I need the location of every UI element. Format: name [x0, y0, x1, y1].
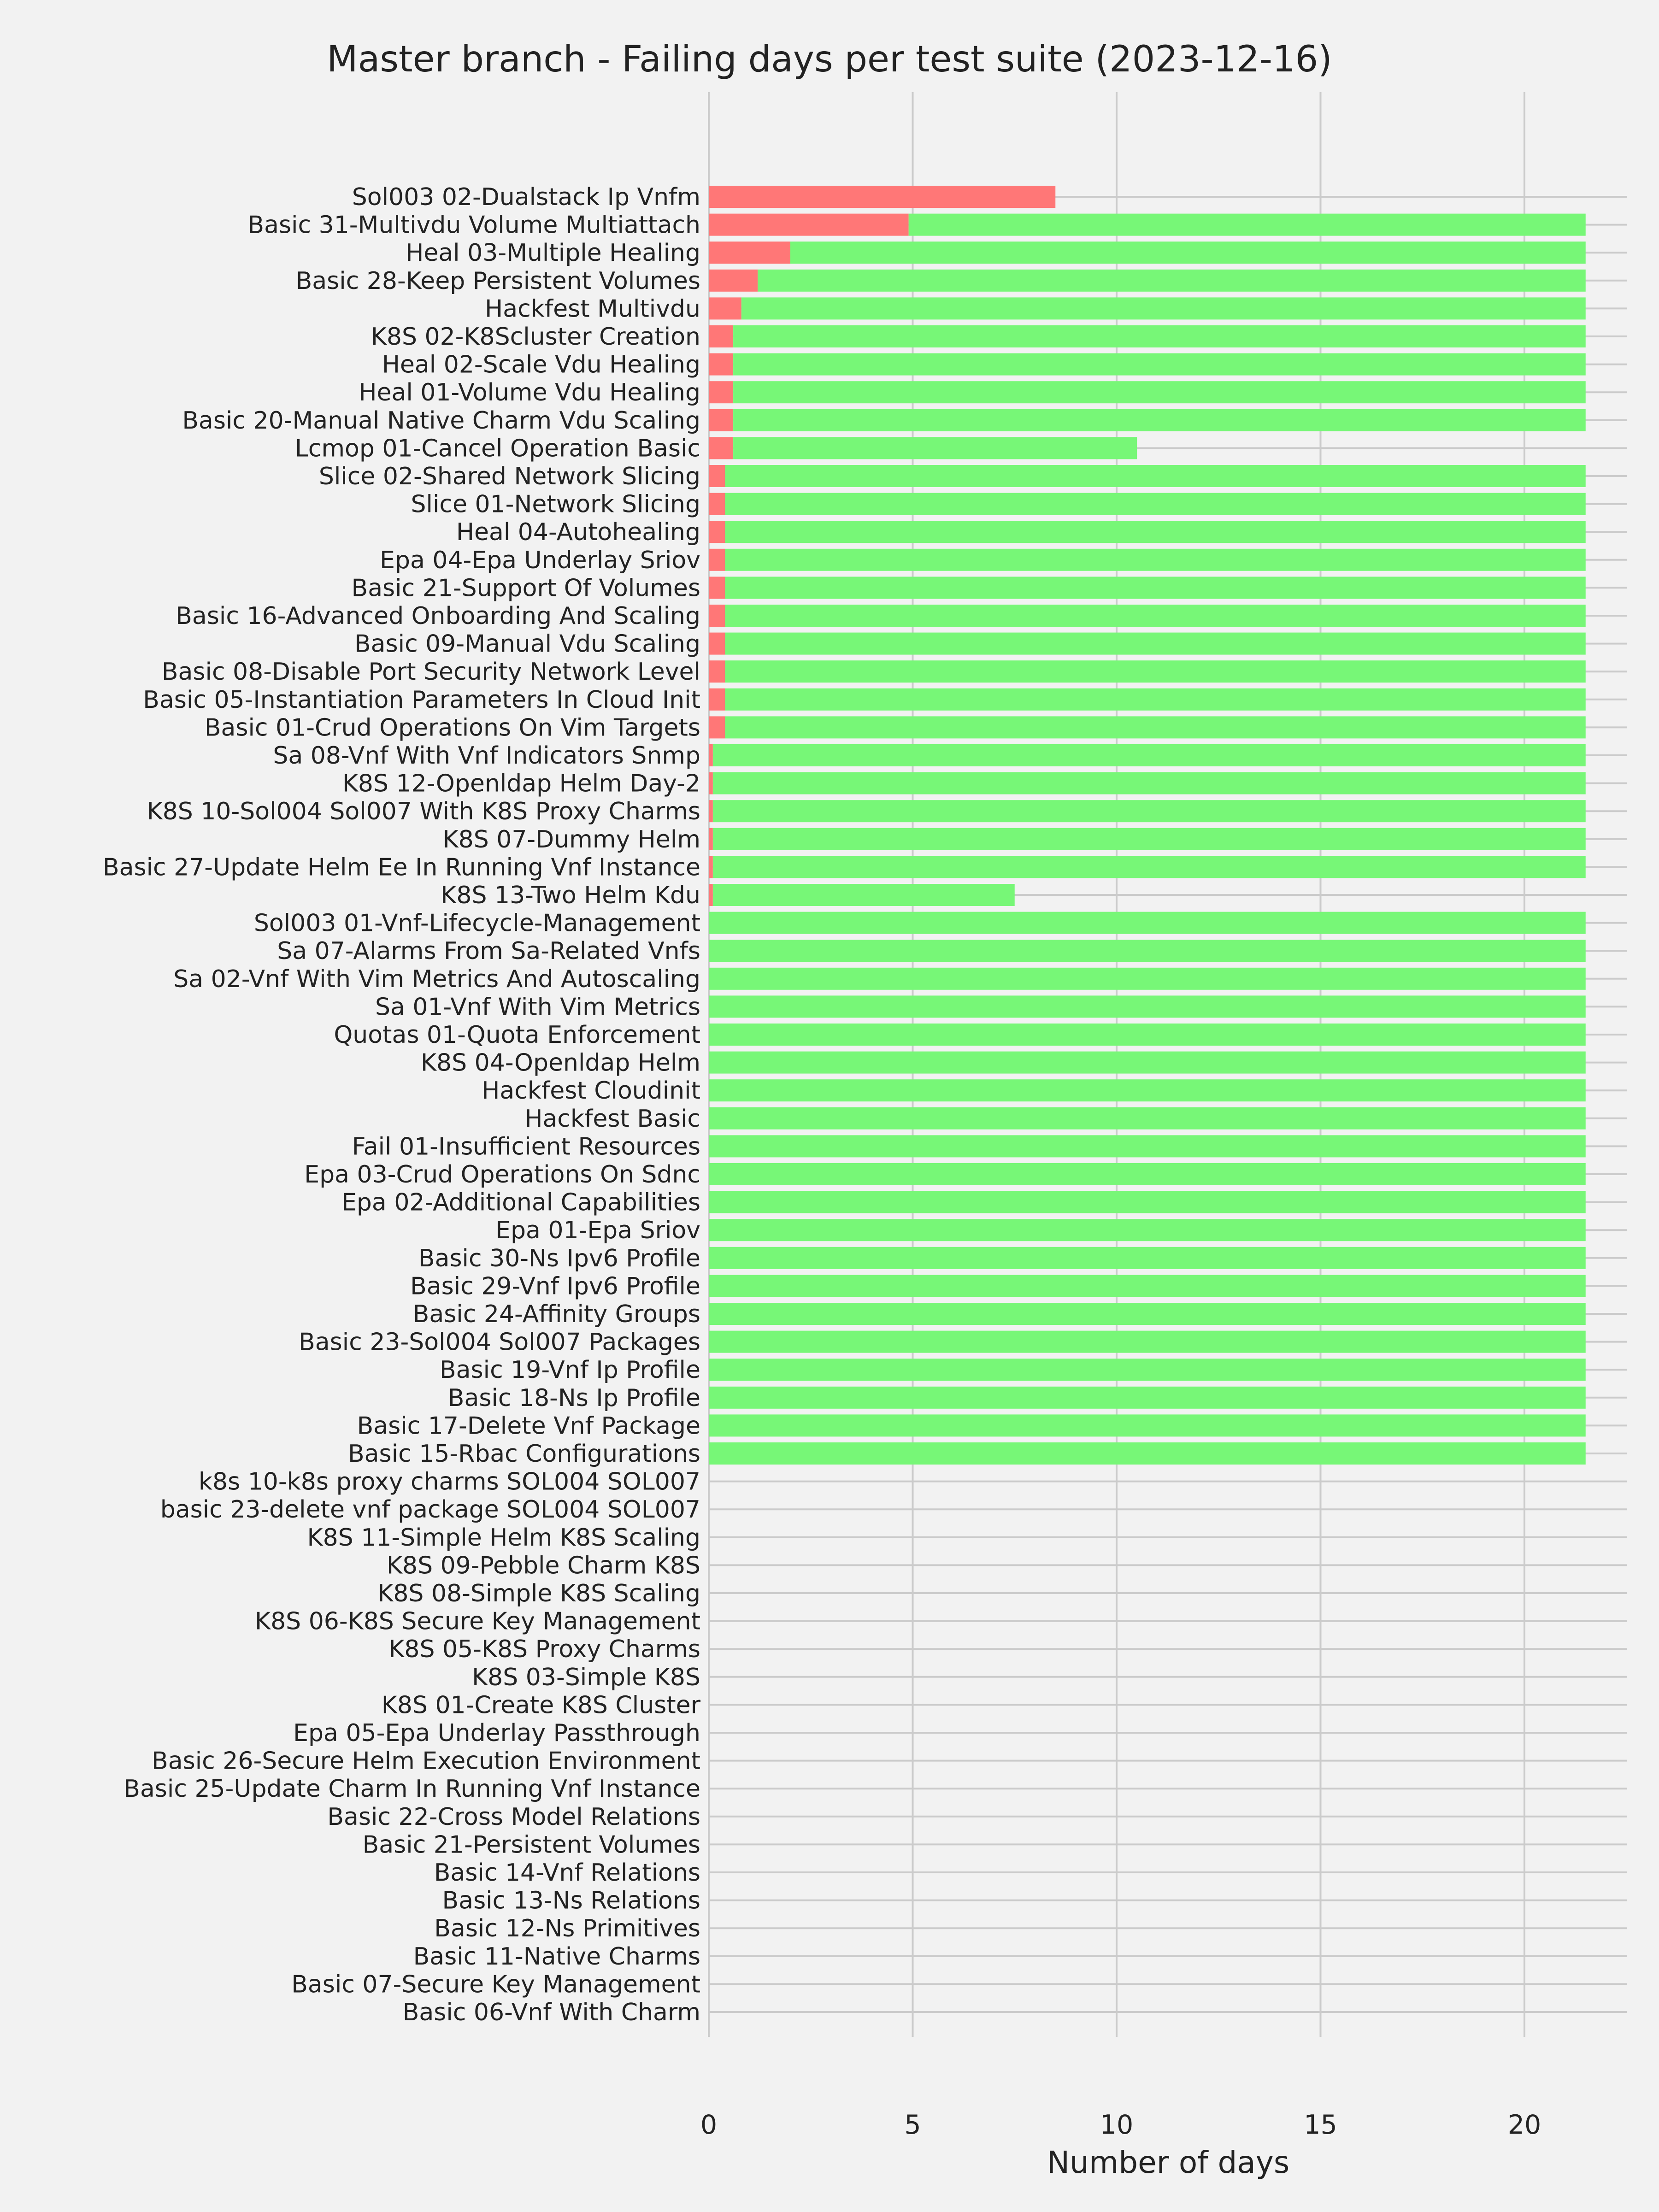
- y-tick-label: K8S 05-K8S Proxy Charms: [388, 1635, 700, 1664]
- y-tick-label: Hackfest Multivdu: [485, 295, 700, 323]
- passing-bar: [709, 968, 1586, 990]
- y-tick-label: Heal 02-Scale Vdu Healing: [382, 351, 700, 379]
- y-tick-label: Heal 01-Volume Vdu Healing: [359, 379, 700, 407]
- y-tick-label: Epa 02-Additional Capabilities: [341, 1188, 700, 1217]
- y-tick-label: Basic 07-Secure Key Management: [291, 1971, 700, 1999]
- y-tick-label: Basic 12-Ns Primitives: [434, 1915, 700, 1943]
- failing-bar: [709, 549, 725, 571]
- y-tick-label: Basic 28-Keep Persistent Volumes: [295, 267, 700, 295]
- y-tick-label: Epa 05-Epa Underlay Passthrough: [293, 1719, 700, 1747]
- passing-bar: [725, 521, 1585, 543]
- passing-bar: [709, 1107, 1586, 1130]
- failing-bar: [709, 297, 741, 319]
- passing-bar: [709, 1442, 1586, 1465]
- failing-bar: [709, 744, 713, 766]
- x-tick-label: 0: [700, 2110, 718, 2140]
- failing-bar: [709, 465, 725, 487]
- passing-bar: [709, 1275, 1586, 1297]
- y-tick-label: Basic 21-Persistent Volumes: [362, 1831, 700, 1859]
- passing-bar: [909, 214, 1586, 236]
- passing-bar: [709, 940, 1586, 962]
- failing-bar: [709, 381, 733, 403]
- y-tick-label: k8s 10-k8s proxy charms SOL004 SOL007: [198, 1468, 700, 1496]
- passing-bar: [709, 1219, 1586, 1241]
- passing-bar: [725, 493, 1585, 515]
- failing-bar: [709, 688, 725, 711]
- passing-bar: [790, 241, 1586, 264]
- y-tick-label: Basic 18-Ns Ip Profile: [447, 1384, 700, 1412]
- y-tick-label: Basic 11-Native Charms: [413, 1942, 700, 1971]
- y-tick-label: K8S 06-K8S Secure Key Management: [254, 1607, 700, 1635]
- passing-bar: [733, 381, 1586, 403]
- failing-bar: [709, 214, 909, 236]
- passing-bar: [709, 1163, 1586, 1185]
- failing-bar: [709, 828, 713, 850]
- y-tick-label: Fail 01-Insufficient Resources: [352, 1133, 700, 1161]
- passing-bar: [709, 1387, 1586, 1409]
- passing-bar: [713, 744, 1586, 766]
- y-tick-label: K8S 13-Two Helm Kdu: [441, 882, 700, 909]
- y-tick-label: K8S 10-Sol004 Sol007 With K8S Proxy Charms: [147, 798, 700, 826]
- y-tick-label: Basic 25-Update Charm In Running Vnf Instance: [124, 1775, 700, 1803]
- chart-title: Master branch - Failing days per test suite (2023-12-16): [327, 39, 1332, 80]
- passing-bar: [709, 1359, 1586, 1381]
- passing-bar: [741, 297, 1586, 319]
- passing-bar: [709, 1191, 1586, 1213]
- y-tick-label: Sa 02-Vnf With Vim Metrics And Autoscaling: [173, 965, 700, 993]
- passing-bar: [725, 549, 1585, 571]
- y-tick-label: Basic 17-Delete Vnf Package: [357, 1412, 700, 1440]
- y-tick-label: Slice 02-Shared Network Slicing: [318, 463, 700, 490]
- failing-bar: [709, 633, 725, 655]
- y-tick-label: Sol003 02-Dualstack Ip Vnfm: [352, 183, 700, 211]
- y-tick-label: K8S 01-Create K8S Cluster: [381, 1691, 700, 1719]
- failing-bar: [709, 716, 725, 738]
- passing-bar: [713, 828, 1586, 850]
- y-tick-label: Basic 22-Cross Model Relations: [327, 1803, 700, 1831]
- x-tick-label: 20: [1507, 2110, 1541, 2140]
- passing-bar: [709, 1303, 1586, 1325]
- passing-bar: [758, 270, 1586, 292]
- y-tick-label: Basic 19-Vnf Ip Profile: [439, 1356, 700, 1384]
- passing-bar: [709, 1079, 1586, 1101]
- failing-bar: [709, 772, 713, 794]
- passing-bar: [733, 437, 1137, 459]
- y-tick-label: Quotas 01-Quota Enforcement: [334, 1021, 700, 1049]
- y-tick-label: Basic 06-Vnf With Charm: [402, 1999, 700, 2026]
- y-tick-label: Basic 24-Affinity Groups: [412, 1300, 700, 1328]
- passing-bar: [733, 325, 1586, 347]
- y-tick-label: Lcmop 01-Cancel Operation Basic: [294, 435, 700, 463]
- failing-bar: [709, 856, 713, 878]
- passing-bar: [709, 1024, 1586, 1046]
- y-tick-label: K8S 11-Simple Helm K8S Scaling: [307, 1524, 700, 1552]
- y-tick-label: Basic 16-Advanced Onboarding And Scaling: [176, 602, 700, 630]
- passing-bar: [713, 800, 1586, 822]
- passing-bar: [725, 633, 1585, 655]
- passing-bar: [709, 1247, 1586, 1269]
- failing-bar: [709, 186, 1055, 208]
- y-tick-label: Basic 09-Manual Vdu Scaling: [354, 630, 700, 658]
- y-tick-label: Basic 20-Manual Native Charm Vdu Scaling: [182, 406, 700, 435]
- y-tick-label: K8S 07-Dummy Helm: [442, 825, 700, 853]
- failing-bar: [709, 437, 733, 459]
- y-tick-label: Basic 15-Rbac Configurations: [348, 1440, 700, 1468]
- y-tick-label: K8S 12-Openldap Helm Day-2: [342, 770, 700, 798]
- y-tick-label: Epa 04-Epa Underlay Sriov: [380, 546, 700, 574]
- y-tick-label: Heal 03-Multiple Healing: [406, 239, 700, 267]
- y-tick-label: Basic 14-Vnf Relations: [434, 1859, 700, 1887]
- y-tick-label: Slice 01-Network Slicing: [411, 490, 700, 518]
- y-tick-label: Epa 01-Epa Sriov: [495, 1217, 700, 1245]
- y-tick-label: basic 23-delete vnf package SOL004 SOL007: [160, 1496, 700, 1524]
- failing-bar: [709, 800, 713, 822]
- passing-bar: [725, 577, 1585, 599]
- failing-bar: [709, 270, 758, 292]
- y-tick-label: Heal 04-Autohealing: [456, 518, 700, 547]
- passing-bar: [713, 856, 1586, 878]
- y-tick-label: K8S 03-Simple K8S: [472, 1663, 700, 1691]
- passing-bar: [725, 605, 1585, 627]
- y-tick-label: Sol003 01-Vnf-Lifecycle-Management: [253, 909, 700, 937]
- x-tick-label: 5: [904, 2110, 921, 2140]
- passing-bar: [713, 772, 1586, 794]
- passing-bar: [725, 688, 1585, 711]
- y-tick-label: Sa 07-Alarms From Sa-Related Vnfs: [277, 937, 700, 965]
- y-tick-label: Epa 03-Crud Operations On Sdnc: [304, 1161, 700, 1188]
- y-tick-label: Basic 21-Support Of Volumes: [351, 574, 700, 602]
- y-tick-label: Sa 01-Vnf With Vim Metrics: [375, 993, 700, 1021]
- failing-bar: [709, 493, 725, 515]
- failing-bar: [709, 521, 725, 543]
- failing-bar: [709, 605, 725, 627]
- failing-bar: [709, 884, 713, 906]
- y-tick-label: Basic 30-Ns Ipv6 Profile: [418, 1244, 700, 1272]
- y-tick-label: Basic 27-Update Helm Ee In Running Vnf Instance: [102, 853, 700, 882]
- x-axis-label: Number of days: [1047, 2145, 1290, 2180]
- y-tick-label: Basic 05-Instantiation Parameters In Cloud Init: [143, 686, 700, 714]
- passing-bar: [709, 1414, 1586, 1436]
- failing-bar: [709, 241, 790, 264]
- y-tick-label: K8S 09-Pebble Charm K8S: [386, 1552, 700, 1580]
- y-tick-label: Basic 13-Ns Relations: [442, 1887, 700, 1915]
- y-tick-label: Basic 23-Sol004 Sol007 Packages: [299, 1328, 700, 1356]
- failing-bar: [709, 353, 733, 376]
- passing-bar: [733, 409, 1586, 431]
- passing-bar: [709, 1052, 1586, 1074]
- passing-bar: [725, 660, 1585, 682]
- passing-bar: [709, 1331, 1586, 1353]
- y-tick-label: Basic 08-Disable Port Security Network Level: [161, 658, 700, 686]
- failing-bar: [709, 325, 733, 347]
- x-tick-label: 15: [1304, 2110, 1337, 2140]
- failing-bar: [709, 409, 733, 431]
- x-tick-label: 10: [1100, 2110, 1134, 2140]
- y-tick-label: K8S 04-Openldap Helm: [420, 1049, 700, 1077]
- passing-bar: [709, 912, 1586, 934]
- y-tick-label: K8S 02-K8Scluster Creation: [371, 323, 700, 351]
- passing-bar: [733, 353, 1586, 376]
- passing-bar: [725, 465, 1585, 487]
- y-tick-label: Hackfest Cloudinit: [482, 1077, 700, 1105]
- y-tick-label: Basic 29-Vnf Ipv6 Profile: [410, 1272, 700, 1300]
- failing-bar: [709, 660, 725, 682]
- y-tick-label: Basic 26-Secure Helm Execution Environment: [152, 1747, 700, 1775]
- passing-bar: [709, 995, 1586, 1018]
- passing-bar: [725, 716, 1585, 738]
- y-tick-label: Sa 08-Vnf With Vnf Indicators Snmp: [273, 742, 700, 770]
- passing-bar: [713, 884, 1015, 906]
- passing-bar: [709, 1135, 1586, 1157]
- y-tick-label: Basic 01-Crud Operations On Vim Targets: [204, 714, 700, 742]
- y-tick-label: Hackfest Basic: [524, 1105, 700, 1133]
- y-tick-label: Basic 31-Multivdu Volume Multiattach: [247, 211, 700, 239]
- failing-bar: [709, 577, 725, 599]
- y-tick-label: K8S 08-Simple K8S Scaling: [377, 1580, 700, 1607]
